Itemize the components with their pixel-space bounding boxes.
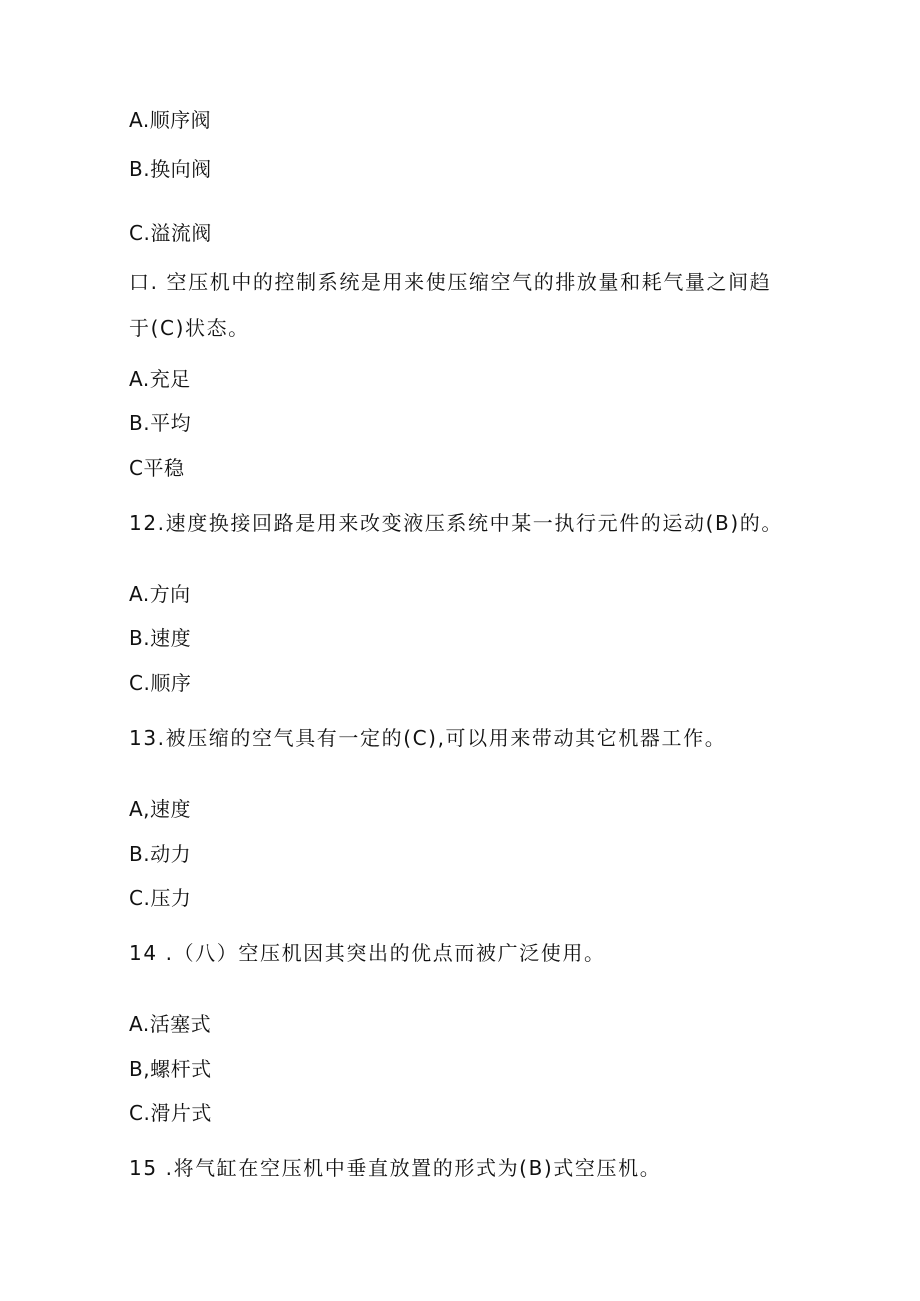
question-13: 13.被压缩的空气具有一定的(C),可以用来带动其它机器工作。	[129, 726, 727, 750]
option-b-speed: B.速度	[129, 626, 192, 650]
option-b-average: B.平均	[129, 411, 192, 435]
question-11-line-2: 于(C)状态。	[129, 316, 250, 340]
option-c-relief-valve: C.溢流阀	[129, 221, 212, 245]
question-14: 14 .（八）空压机因其突出的优点而被广泛使用。	[129, 941, 606, 965]
option-a-sufficient: A.充足	[129, 367, 191, 391]
option-a-speed: A,速度	[129, 797, 192, 821]
question-12: 12.速度换接回路是用来改变液压系统中某一执行元件的运动(B)的。	[129, 511, 783, 535]
option-c-sliding-vane: C.滑片式	[129, 1101, 212, 1125]
option-a-piston: A.活塞式	[129, 1012, 212, 1036]
option-a-sequence-valve: A.顺序阀	[129, 108, 212, 132]
question-11-line-1: 口. 空压机中的控制系统是用来使压缩空气的排放量和耗气量之间趋	[129, 270, 772, 294]
option-b-directional-valve: B.换向阀	[129, 157, 212, 181]
option-a-direction: A.方向	[129, 582, 191, 606]
option-c-pressure: C.压力	[129, 886, 192, 910]
option-b-screw: B,螺杆式	[129, 1057, 212, 1081]
option-c-stable: C平稳	[129, 456, 185, 480]
option-c-sequence: C.顺序	[129, 671, 192, 695]
question-15: 15 .将气缸在空压机中垂直放置的形式为(B)式空压机。	[129, 1156, 662, 1180]
option-b-power: B.动力	[129, 842, 192, 866]
